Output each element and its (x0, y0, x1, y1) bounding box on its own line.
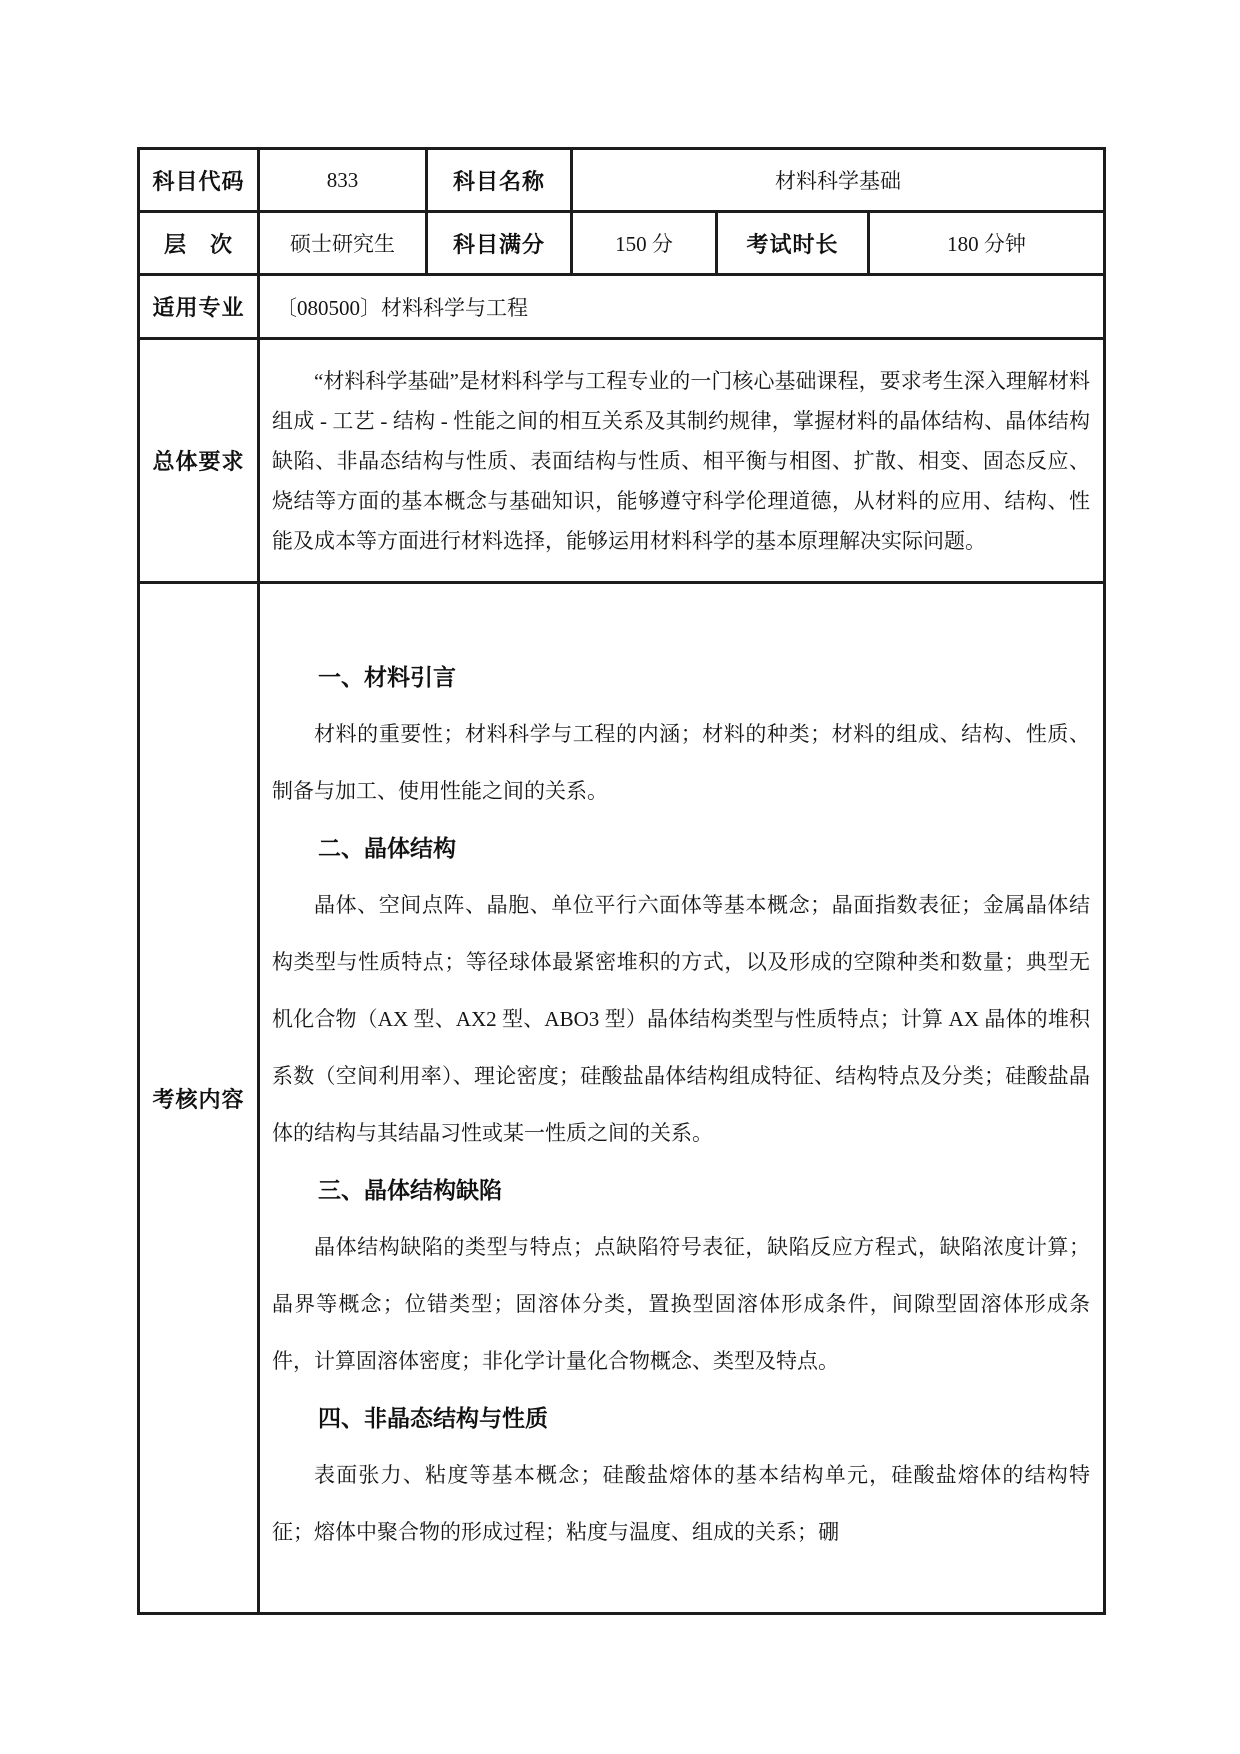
full-score-label: 科目满分 (427, 212, 572, 275)
section-crystal-defects-heading: 三、晶体结构缺陷 (318, 1177, 502, 1203)
section-crystal-structure-body: 晶体、空间点阵、晶胞、单位平行六面体等基本概念；晶面指数表征；金属晶体结构类型与性质特点；等径球体最紧密堆积的方式，以及形成的空隙种类和数量；典型无机化合物（AX 型、AX2 型、ABO3 型）晶体结构类型与性质特点；计算 AX 晶体的堆积系数（空间利用率）、理论密度；硅酸盐晶体结构组成特征、结构特点及分类；硅酸盐晶体的结构与其结晶习性或某一性质之间的关系。 (272, 893, 1090, 1145)
section-intro (272, 649, 1090, 820)
section-intro-heading: 一、材料引言 (318, 664, 456, 690)
major-value: 〔080500〕材料科学与工程 (259, 275, 1105, 339)
section-crystal-structure (272, 820, 1090, 1162)
assessment-content-label: 考核内容 (139, 583, 259, 1614)
row-major (139, 275, 1105, 339)
overall-requirements-text: “材料科学基础”是材料科学与工程专业的一门核心基础课程，要求考生深入理解材料组成 - 工艺 - 结构 - 性能之间的相互关系及其制约规律，掌握材料的晶体结构、晶体结构缺陷、非晶态结构与性质、表面结构与性质、相平衡与相图、扩散、相变、固态反应、烧结等方面的基本概念与基础知识，能够遵守科学伦理道德，从材料的应用、结构、性能及成本等方面进行材料选择，能够运用材料科学的基本原理解决实际问题。 (272, 368, 1090, 553)
subject-code-value: 833 (259, 149, 427, 212)
assessment-content-cell (259, 583, 1105, 1614)
section-intro-body: 材料的重要性；材料科学与工程的内涵；材料的种类；材料的组成、结构、性质、制备与加工、使用性能之间的关系。 (272, 722, 1090, 803)
section-crystal-defects-body: 晶体结构缺陷的类型与特点；点缺陷符号表征，缺陷反应方程式，缺陷浓度计算；晶界等概念；位错类型；固溶体分类，置换型固溶体形成条件，间隙型固溶体形成条件，计算固溶体密度；非化学计量化合物概念、类型及特点。 (272, 1235, 1090, 1373)
row-level-score-duration (139, 212, 1105, 275)
overall-requirements-cell (259, 339, 1105, 583)
subject-name-value: 材料科学基础 (572, 149, 1105, 212)
duration-label: 考试时长 (717, 212, 869, 275)
subject-name-label: 科目名称 (427, 149, 572, 212)
subject-code-label: 科目代码 (139, 149, 259, 212)
exam-syllabus-table (137, 147, 1106, 1615)
section-amorphous-heading: 四、非晶态结构与性质 (318, 1405, 548, 1431)
level-label: 层 次 (139, 212, 259, 275)
row-assessment-content (139, 583, 1105, 1614)
row-overall-requirements (139, 339, 1105, 583)
major-label: 适用专业 (139, 275, 259, 339)
full-score-value: 150 分 (572, 212, 717, 275)
row-subject (139, 149, 1105, 212)
section-crystal-structure-heading: 二、晶体结构 (318, 835, 456, 861)
level-value: 硕士研究生 (259, 212, 427, 275)
section-amorphous (272, 1390, 1090, 1561)
overall-requirements-label: 总体要求 (139, 339, 259, 583)
duration-value: 180 分钟 (869, 212, 1105, 275)
section-amorphous-body: 表面张力、粘度等基本概念；硅酸盐熔体的基本结构单元，硅酸盐熔体的结构特征；熔体中聚合物的形成过程；粘度与温度、组成的关系；硼 (272, 1463, 1090, 1544)
section-crystal-defects (272, 1162, 1090, 1390)
